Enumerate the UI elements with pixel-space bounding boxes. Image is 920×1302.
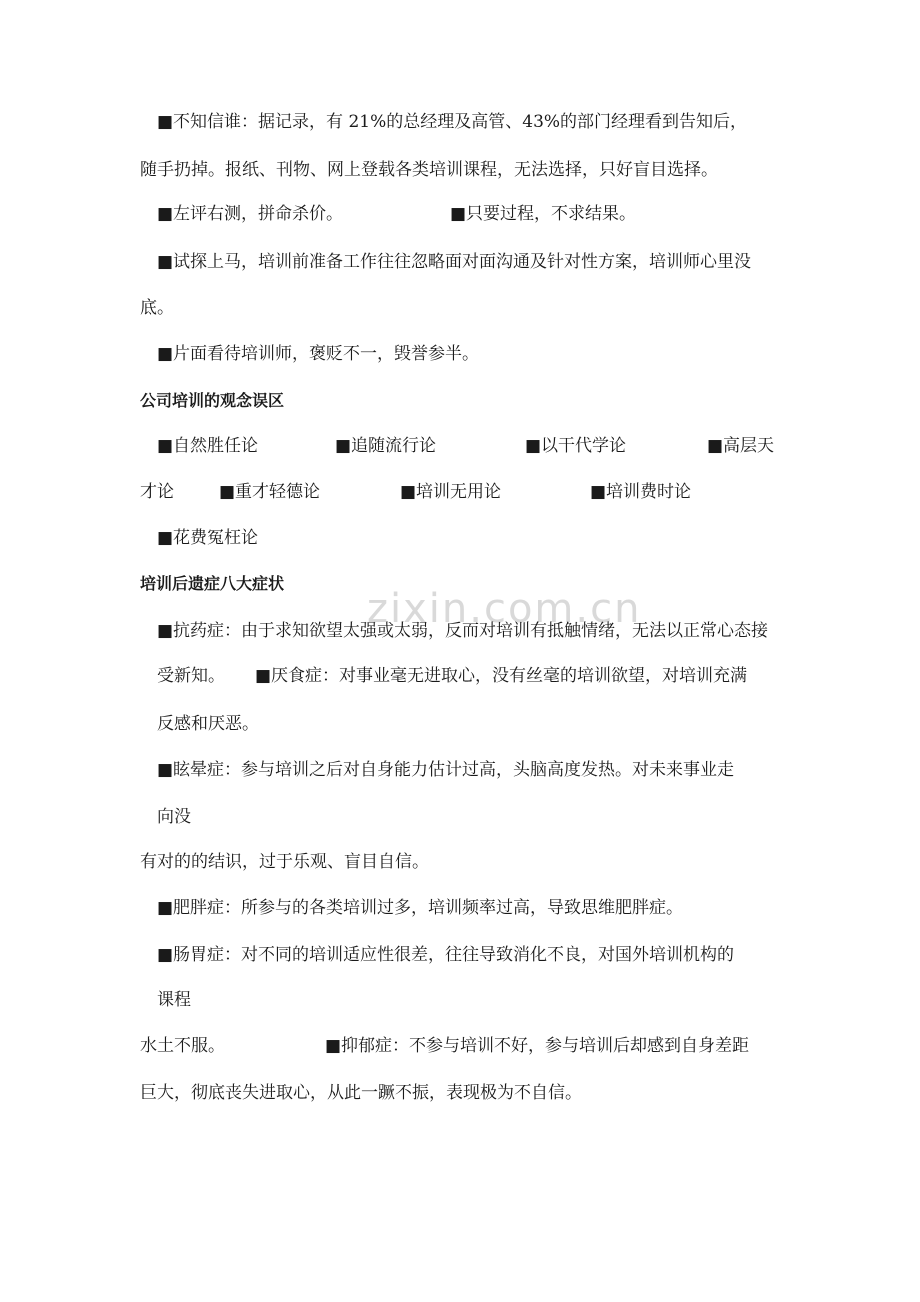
section-heading: 公司培训的观念误区 <box>140 391 285 410</box>
text-line: ■厌食症：对事业毫无进取心，没有丝毫的培训欲望，对培训充满 <box>255 666 748 686</box>
text-line: ■培训无用论 <box>400 482 502 502</box>
text-line: ■以干代学论 <box>525 436 627 456</box>
text-line: 随手扔掉。报纸、刊物、网上登载各类培训课程，无法选择，只好盲目选择。 <box>140 160 718 180</box>
text-line: 底。 <box>140 298 174 318</box>
text-line: 反感和厌恶。 <box>157 714 259 734</box>
text-line: 受新知。 <box>157 666 225 686</box>
text-line: ■重才轻德论 <box>219 482 321 502</box>
text-line: ■眩晕症：参与培训之后对自身能力估计过高，头脑高度发热。对未来事业走 <box>157 760 735 780</box>
text-line: ■自然胜任论 <box>157 436 259 456</box>
section-heading: 培训后遗症八大症状 <box>140 574 285 593</box>
text-line: ■左评右测，拼命杀价。 <box>157 204 344 224</box>
text-line: ■花费冤枉论 <box>157 528 259 548</box>
text-line: ■只要过程，不求结果。 <box>450 204 637 224</box>
text-line: ■高层天 <box>707 436 775 456</box>
text-line: ■片面看待培训师，褒贬不一，毁誉参半。 <box>157 344 480 364</box>
text-line: ■抑郁症：不参与培训不好，参与培训后却感到自身差距 <box>325 1036 750 1056</box>
text-line: ■培训费时论 <box>590 482 692 502</box>
text-line: ■试探上马，培训前准备工作往往忽略面对面沟通及针对性方案，培训师心里没 <box>157 252 752 272</box>
text-line: ■不知信谁：据记录，有 21%的总经理及高管、43%的部门经理看到告知后， <box>157 112 748 132</box>
watermark: zixin.com.cn <box>367 586 642 632</box>
text-line: 巨大，彻底丧失进取心，从此一蹶不振，表现极为不自信。 <box>140 1083 582 1103</box>
text-line: ■抗药症：由于求知欲望太强或太弱，反而对培训有抵触情绪，无法以正常心态接 <box>157 621 769 641</box>
text-line: 有对的的结识，过于乐观、盲目自信。 <box>140 852 429 872</box>
text-line: 才论 <box>140 482 174 502</box>
text-line: ■肠胃症：对不同的培训适应性很差，往往导致消化不良，对国外培训机构的 <box>157 945 735 965</box>
text-line: ■肥胖症：所参与的各类培训过多，培训频率过高，导致思维肥胖症。 <box>157 898 684 918</box>
text-line: 课程 <box>157 990 191 1010</box>
text-line: ■追随流行论 <box>335 436 437 456</box>
text-line: 向没 <box>157 807 191 827</box>
text-line: 水土不服。 <box>140 1036 225 1056</box>
